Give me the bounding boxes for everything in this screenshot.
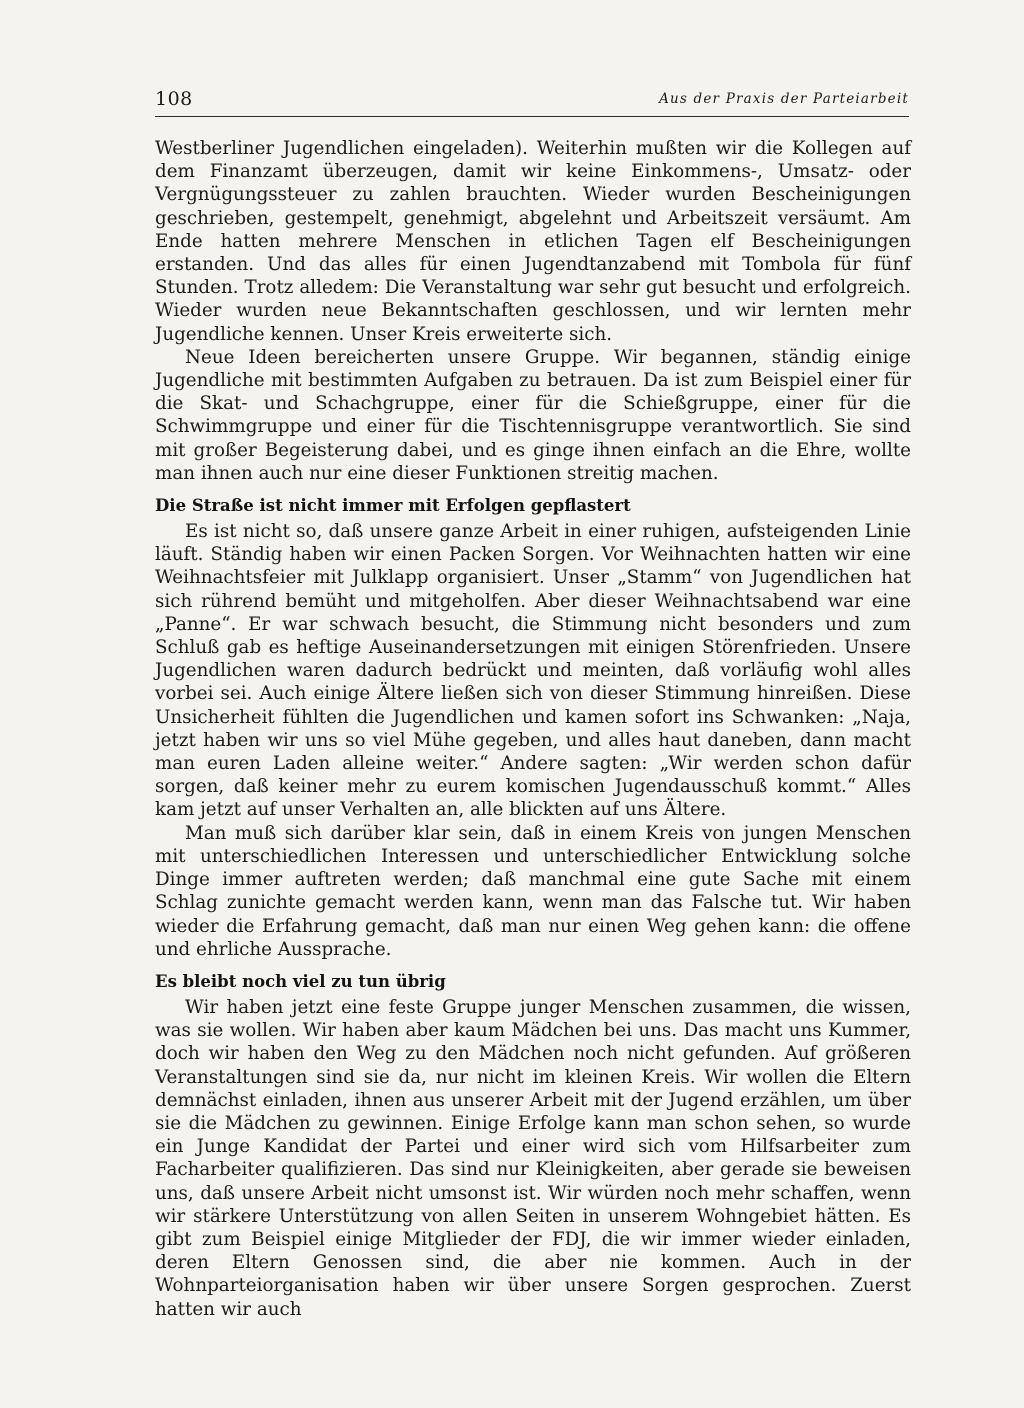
body-text (155, 137, 911, 1321)
page-header (155, 86, 909, 117)
section-heading-1: Die Straße ist nicht immer mit Erfolgen gepflastert (155, 496, 631, 516)
section-heading-2: Es bleibt noch viel zu tun übrig (155, 971, 446, 991)
paragraph-3: Es ist nicht so, daß unsere ganze Arbeit in einer ruhigen, aufsteigenden Linie läuft. Ständig haben wir einen Packen Sorgen. Vor Weihnachten hatten wir eine Weihnachtsfeier mit Julklapp organisiert. Unser „Stamm“ von Jugendlichen hat sich rührend bemüht und mitgeholfen. Aber dieser Weihnachtsabend war eine „Panne“. Er war schwach besucht, die Stimmung nicht besonders und zum Schluß gab es heftige Auseinandersetzungen mit einigen Störenfrieden. Unsere Jugendlichen waren dadurch bedrückt und meinten, daß vorläufig wohl alles vorbei sei. Auch einige Ältere ließen sich von dieser Stimmung hinreißen. Diese Unsicherheit fühlten die Jugendlichen und kamen sofort ins Schwanken: „Naja, jetzt haben wir uns so viel Mühe gegeben, und alles haut daneben, dann macht man euren Laden alleine weiter.“ Andere sagten: „Wir werden schon dafür sorgen, daß keiner mehr zu eurem komischen Jugendausschuß kommt.“ Alles kam jetzt auf unser Verhalten an, alle blickten auf uns Ältere. (155, 521, 911, 821)
paragraph-5: Wir haben jetzt eine feste Gruppe junger Menschen zusammen, die wissen, was sie wollen. Wir haben aber kaum Mädchen bei uns. Das macht uns Kummer, doch wir haben den Weg zu den Mädchen noch nicht gefunden. Auf größeren Veranstaltungen sind sie da, nur nicht im kleinen Kreis. Wir wollen die Eltern demnächst einladen, ihnen aus unserer Arbeit mit der Jugend erzählen, um über sie die Mädchen zu gewinnen. Einige Erfolge kann man schon sehen, so wurde ein Junge Kandidat der Partei und einer wird sich vom Hilfsarbeiter zum Facharbeiter qualifizieren. Das sind nur Kleinigkeiten, aber gerade sie beweisen uns, daß unsere Arbeit nicht umsonst ist. Wir würden noch mehr schaffen, wenn wir stärkere Unterstützung von allen Seiten in unserem Wohngebiet hätten. Es gibt zum Beispiel einige Mitglieder der FDJ, die wir immer wieder einladen, deren Eltern Genossen sind, die aber nie kommen. Auch in der Wohnparteiorganisation haben wir über unsere Sorgen gesprochen. Zuerst hatten wir auch (155, 996, 911, 1320)
page-number: 108 (155, 88, 193, 110)
paragraph-2: Neue Ideen bereicherten unsere Gruppe. Wir begannen, ständig einige Jugendliche mit bestimmten Aufgaben zu betrauen. Da ist zum Beispiel einer für die Skat- und Schachgruppe, einer für die Schießgruppe, einer für die Schwimmgruppe und einer für die Tischtennisgruppe verantwortlich. Sie sind mit großer Begeisterung dabei, und es ginge ihnen einfach an die Ehre, wollte man ihnen auch nur eine dieser Funktionen streitig machen. (155, 346, 911, 484)
paragraph-4: Man muß sich darüber klar sein, daß in einem Kreis von jungen Menschen mit unterschiedlichen Interessen und unterschiedlicher Entwicklung solche Dinge immer auftreten werden; daß manchmal eine gute Sache mit einem Schlag zunichte gemacht werden kann, wenn man das Falsche tut. Wir haben wieder die Erfahrung gemacht, daß man nur einen Weg gehen kann: die offene und ehrliche Aussprache. (155, 822, 911, 960)
paragraph-1: Westberliner Jugendlichen eingeladen). Weiterhin mußten wir die Kollegen auf dem Finanzamt überzeugen, damit wir keine Einkommens-, Umsatz- oder Vergnügungssteuer zu zahlen brauchten. Wieder wurden Bescheinigungen geschrieben, gestempelt, genehmigt, abgelehnt und Arbeitszeit versäumt. Am Ende hatten mehrere Menschen in etlichen Tagen elf Bescheinigungen erstanden. Und das alles für einen Jugendtanzabend mit Tombola für fünf Stunden. Trotz alledem: Die Veranstaltung war sehr gut besucht und erfolgreich. Wieder wurden neue Bekanntschaften geschlossen, und wir lernten mehr Jugendliche kennen. Unser Kreis erweiterte sich. (155, 138, 911, 345)
running-title: Aus der Praxis der Parteiarbeit (659, 91, 909, 107)
